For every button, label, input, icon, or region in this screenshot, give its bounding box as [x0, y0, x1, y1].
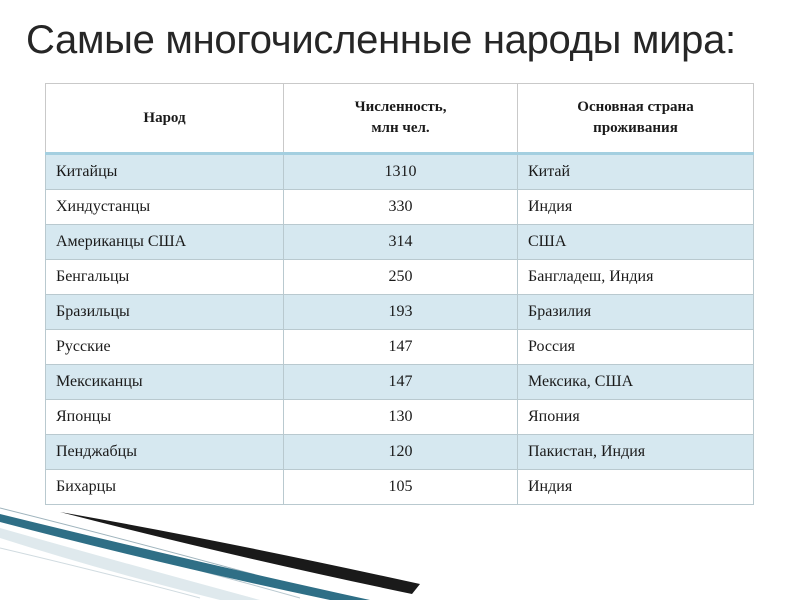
- cell-population: 130: [284, 400, 518, 435]
- cell-people: Русские: [46, 330, 284, 365]
- cell-population: 314: [284, 225, 518, 260]
- cell-country: Китай: [518, 154, 754, 190]
- cell-country: Бангладеш, Индия: [518, 260, 754, 295]
- header-country-line2: проживания: [593, 120, 678, 136]
- cell-country: Индия: [518, 190, 754, 225]
- header-population-line2: млн чел.: [371, 120, 430, 136]
- cell-population: 193: [284, 295, 518, 330]
- cell-country: Индия: [518, 470, 754, 505]
- swoosh-light-blade: [0, 528, 260, 600]
- slide-title: Самые многочисленные народы мира:: [26, 18, 736, 62]
- cell-country: Япония: [518, 400, 754, 435]
- header-country-line1: Основная страна: [577, 99, 694, 115]
- cell-people: Японцы: [46, 400, 284, 435]
- cell-country: Мексика, США: [518, 365, 754, 400]
- cell-population: 250: [284, 260, 518, 295]
- cell-people: Бенгальцы: [46, 260, 284, 295]
- cell-people: Бразильцы: [46, 295, 284, 330]
- cell-people: Китайцы: [46, 154, 284, 190]
- cell-people: Мексиканцы: [46, 365, 284, 400]
- cell-people: Бихарцы: [46, 470, 284, 505]
- cell-population: 105: [284, 470, 518, 505]
- cell-population: 120: [284, 435, 518, 470]
- header-people: Народ: [46, 84, 284, 154]
- cell-people: Хиндустанцы: [46, 190, 284, 225]
- cell-population: 330: [284, 190, 518, 225]
- cell-people: Пенджабцы: [46, 435, 284, 470]
- cell-country: США: [518, 225, 754, 260]
- cell-population: 147: [284, 330, 518, 365]
- cell-population: 147: [284, 365, 518, 400]
- cell-people: Американцы США: [46, 225, 284, 260]
- cell-population: 1310: [284, 154, 518, 190]
- cell-country: Пакистан, Индия: [518, 435, 754, 470]
- cell-country: Бразилия: [518, 295, 754, 330]
- cell-country: Россия: [518, 330, 754, 365]
- header-population-line1: Численность,: [354, 99, 447, 115]
